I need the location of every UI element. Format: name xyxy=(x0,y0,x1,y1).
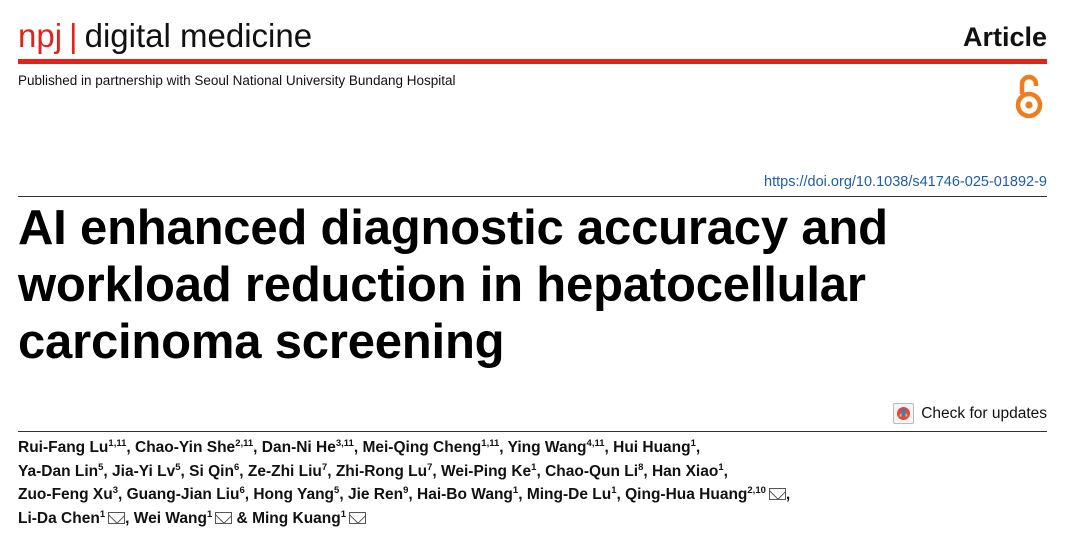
author-name[interactable]: Qing-Hua Huang xyxy=(625,486,748,503)
author-entry xyxy=(18,486,118,503)
author-entry xyxy=(253,486,339,503)
author-joiner: & xyxy=(236,509,248,527)
author-name[interactable]: Rui-Fang Lu xyxy=(18,439,109,456)
article-title: AI enhanced diagnostic accuracy and workload reduction in hepatocellular carcinoma screening xyxy=(18,201,888,369)
email-icon[interactable] xyxy=(769,488,786,500)
author-affiliation: 1 xyxy=(690,438,696,449)
author-affiliation: 1 xyxy=(611,485,617,496)
author-name[interactable]: Jia-Yi Lv xyxy=(112,462,176,480)
author-entry xyxy=(417,486,518,503)
author-affiliation: 5 xyxy=(334,485,340,496)
author-entry xyxy=(134,510,233,527)
author-entry xyxy=(527,486,617,503)
author-name[interactable]: Si Qin xyxy=(189,462,234,480)
author-entry xyxy=(625,486,786,503)
author-affiliation: 4,11 xyxy=(586,438,605,449)
author-affiliation: 2,10 xyxy=(747,485,766,496)
author-name[interactable]: Wei Wang xyxy=(133,509,207,527)
author-affiliation: 1 xyxy=(340,508,347,520)
author-name[interactable]: Hui Huang xyxy=(613,439,691,456)
author-entry xyxy=(545,463,643,480)
author-name[interactable]: Zuo-Feng Xu xyxy=(18,486,113,503)
author-affiliation: 1 xyxy=(206,508,213,520)
author-name[interactable]: Zhi-Rong Lu xyxy=(335,462,428,480)
author-name[interactable]: Ze-Zhi Liu xyxy=(247,462,322,480)
author-entry xyxy=(262,439,354,456)
author-affiliation: 3 xyxy=(112,485,118,496)
check-for-updates-button[interactable] xyxy=(893,403,1047,424)
author-affiliation: 7 xyxy=(321,461,328,473)
author-name[interactable]: Guang-Jian Liu xyxy=(126,486,240,503)
author-entry xyxy=(441,463,536,480)
author-entry xyxy=(18,510,125,527)
author-entry xyxy=(18,463,103,480)
author-affiliation: 3,11 xyxy=(335,438,354,449)
author-entry xyxy=(348,486,408,503)
author-entry xyxy=(362,439,499,456)
author-affiliation: 9 xyxy=(403,485,409,496)
check-for-updates-label: Check for updates xyxy=(921,404,1047,422)
author-affiliation: 1,11 xyxy=(481,438,500,449)
author-name[interactable]: Hong Yang xyxy=(253,486,335,503)
author-name[interactable]: Wei-Ping Ke xyxy=(441,462,532,480)
author-name[interactable]: Chao-Qun Li xyxy=(545,462,639,480)
author-affiliation: 1 xyxy=(531,461,537,473)
crossmark-icon xyxy=(893,403,914,424)
author-affiliation: 7 xyxy=(427,461,433,473)
author-entry xyxy=(127,486,245,503)
author-entry xyxy=(112,463,180,480)
author-affiliation: 5 xyxy=(175,461,181,473)
author-name[interactable]: Li-Da Chen xyxy=(18,509,100,527)
author-affiliation: 1 xyxy=(99,508,106,520)
open-access-lock-icon xyxy=(1013,72,1045,120)
author-entry xyxy=(248,463,327,480)
author-name[interactable]: Jie Ren xyxy=(347,486,404,503)
author-name[interactable]: Han Xiao xyxy=(651,462,719,480)
author-affiliation: 1,11 xyxy=(108,438,127,449)
author-entry xyxy=(508,439,605,456)
author-name[interactable]: Ming Kuang xyxy=(252,509,341,527)
author-name[interactable]: Chao-Yin She xyxy=(135,439,236,456)
author-name[interactable]: Hai-Bo Wang xyxy=(417,486,513,503)
author-name[interactable]: Ying Wang xyxy=(507,439,587,456)
author-affiliation: 1 xyxy=(718,461,724,473)
author-entry xyxy=(189,463,239,480)
journal-separator: | xyxy=(69,17,78,54)
authors-divider xyxy=(18,431,1047,432)
author-entry xyxy=(652,463,724,480)
journal-title: digital medicine xyxy=(84,17,313,54)
author-affiliation: 8 xyxy=(638,461,644,473)
author-affiliation: 2,11 xyxy=(235,438,254,449)
author-entry xyxy=(252,510,366,527)
email-icon[interactable] xyxy=(349,512,366,524)
journal-prefix: npj xyxy=(18,17,63,54)
email-icon[interactable] xyxy=(108,512,125,524)
author-entry xyxy=(18,439,126,456)
author-name[interactable]: Ya-Dan Lin xyxy=(18,462,99,480)
author-entry xyxy=(336,463,433,480)
title-divider xyxy=(18,196,1047,197)
author-entry xyxy=(613,439,696,456)
author-name[interactable]: Ming-De Lu xyxy=(526,486,612,503)
author-name[interactable]: Mei-Qing Cheng xyxy=(362,439,482,456)
author-affiliation: 5 xyxy=(98,461,104,473)
journal-name xyxy=(18,16,312,56)
author-list: Rui-Fang Lu$^{1,11}$, Chao-Yin She$^{2,11}$, Dan-Ni He$^{3,11}$, Mei-Qing Cheng$^{1,11}$, Ying Wang$^{4,11}$, Hui Huang$^1$, Ya-Dan Lin$^5$, Jia-Yi Lv$^5$, Si Qin$^6$, Ze-Zhi Liu$^7$, Zhi-Rong Lu$^7$, Wei-Ping Ke$^1$, Chao-Qun Li$^8$, Han Xiao$^1$, Zuo-Feng Xu$^3$, Guang-Jian Liu$^6$, Hong Yang$^5$, Jie Ren$^9$, Hai-Bo Wang$^1$, Ming-De Lu$^1$, Qing-Hua Huang$^{2,10}$ , Li-Da Chen$^1$ , Wei Wang$^1$ & Ming Kuang$^1$ xyxy=(18,438,791,527)
partnership-note: Published in partnership with Seoul National University Bundang Hospital xyxy=(18,73,456,88)
doi-link[interactable]: https://doi.org/10.1038/s41746-025-01892-9 xyxy=(764,174,1047,190)
author-affiliation: 1 xyxy=(512,485,519,496)
author-affiliation: 6 xyxy=(233,461,240,473)
email-icon[interactable] xyxy=(215,512,232,524)
author-name[interactable]: Dan-Ni He xyxy=(261,439,336,456)
header-red-bar xyxy=(18,59,1047,64)
author-affiliation: 6 xyxy=(239,485,245,496)
author-entry xyxy=(135,439,253,456)
article-type: Article xyxy=(962,22,1047,52)
